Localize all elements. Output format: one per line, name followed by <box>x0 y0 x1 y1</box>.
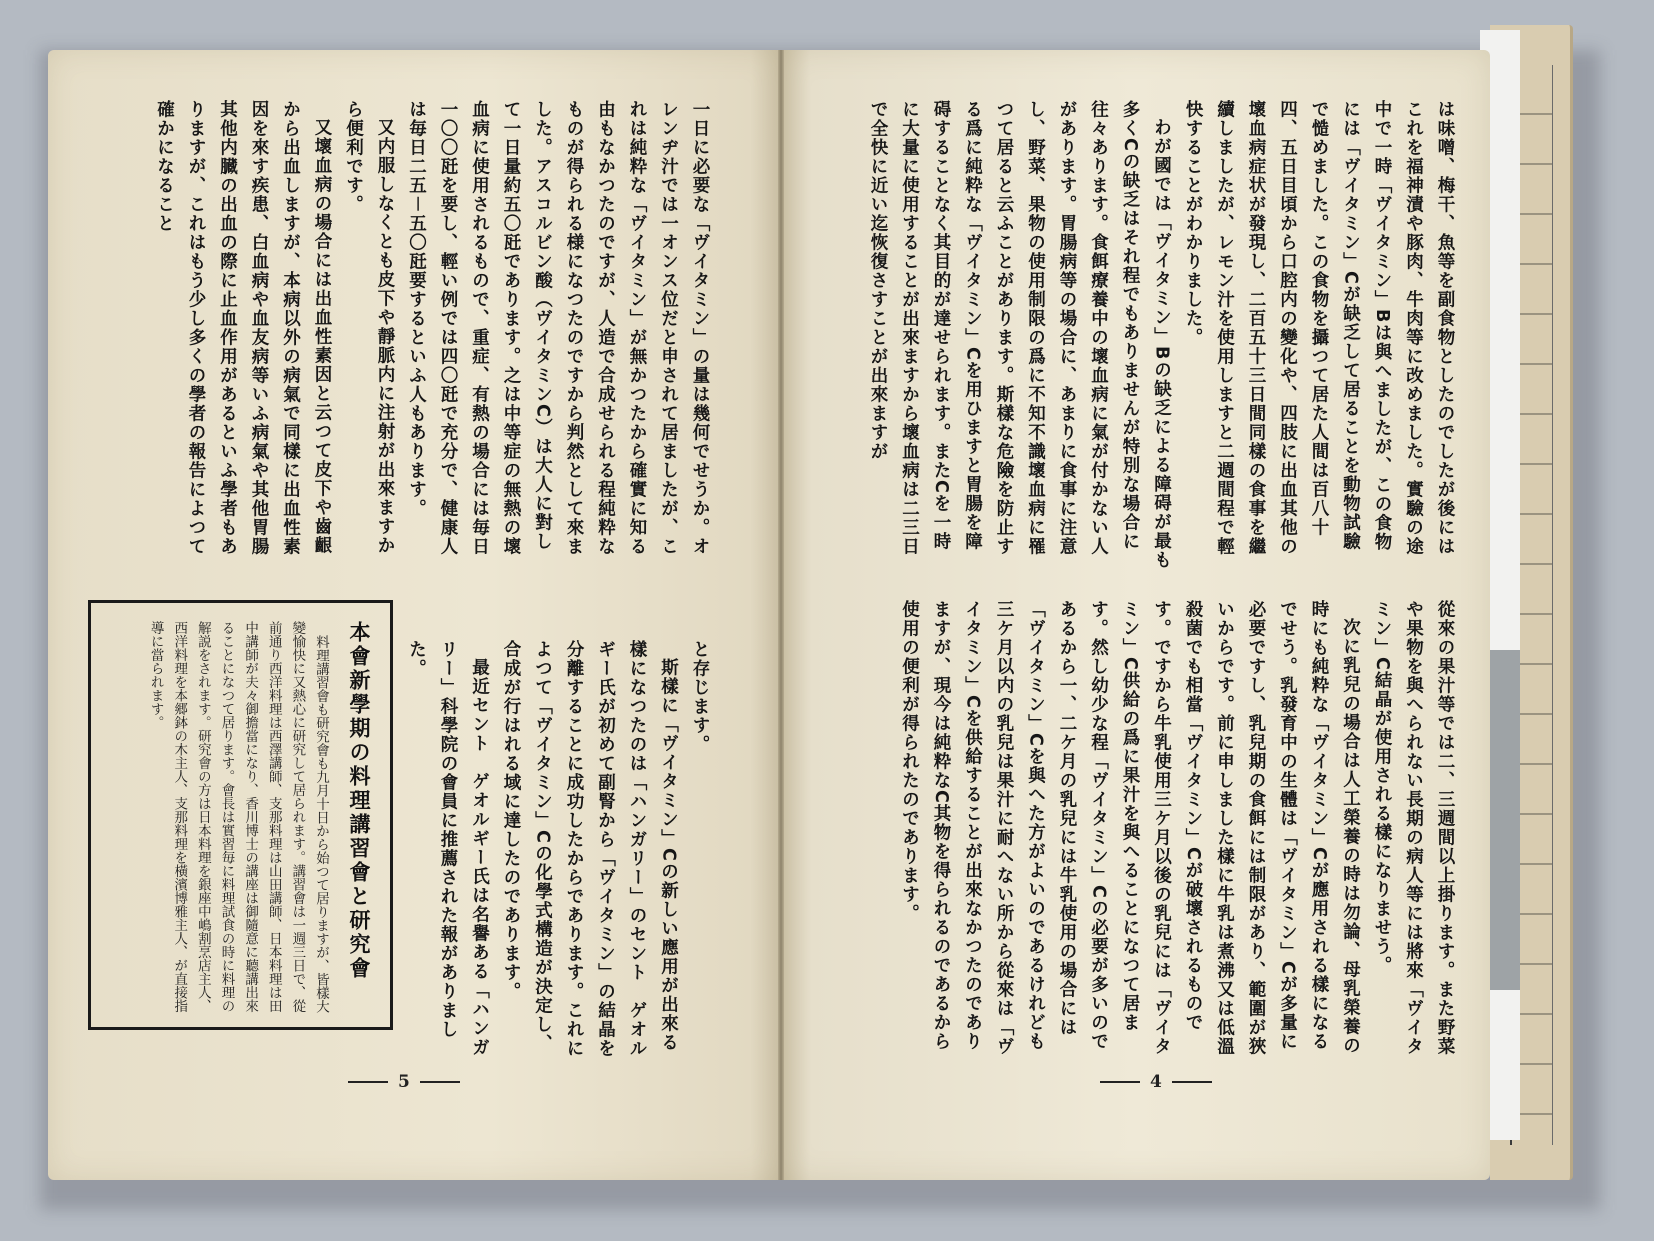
right-upper-paragraph-2: わが國では「ヴイタミン」Bの缺乏による障碍が最も多くCの缺乏はそれ程でもありませんが特別な場合に往々あります。食餌療養中の壞血病に氣が付かない人があります。胃腸病等の場合に、あまりに食事に注意し、野菜、果物の使用制限の爲に不知不識壞血病に罹つて居ると云ふことがあります。斯樣な危險を防止する爲に純粋な「ヴイタミン」Cを用ひますと胃腸を障碍することなく其目的が達せられます。またCを一時に大量に使用することが出來ますから壞血病は二三日で全快に近い迄恢復さすことが出來ますが <box>868 100 1172 570</box>
right-page-number <box>1100 1070 1212 1094</box>
right-upper-paragraph-1: は味噌、梅干、魚等を副食物としたのでしたが後にはこれを福神漬や豚肉、牛肉等に改めました。實驗の途中で一時「ヴイタミン」Bは與へましたが、この食物には「ヴイタミン」Cが缺乏して居ることを動物試驗で慥めました。この食物を攝つて居た人間は百八十四、五日目頃から口腔内の變化や、四肢に出血其他の壞血病症状が發現し、二百五十三日間同樣の食事を繼續しましたが、レモン汁を使用しますと二週間程で輕快することがわかりました。 <box>1183 100 1455 556</box>
right-lower-paragraph-1: 從來の果汁等では二、三週間以上掛ります。また野菜や果物を與へられない長期の病人等には將來「ヴイタミン」C結晶が使用される樣になりませう。 <box>1372 600 1455 1056</box>
right-page-lower-text <box>820 600 1460 1070</box>
left-lower-paragraph-3: 最近セント ゲオルギー氏は名譽ある「ハンガリー」科學院の會員に推薦された報がありました。 <box>406 640 490 1057</box>
page-number-dash <box>1172 1081 1212 1083</box>
left-page-number <box>348 1070 460 1094</box>
right-page-number-value: 4 <box>1150 1072 1162 1092</box>
notice-title: 本會新學期の料理講習會と研究會 <box>347 621 371 981</box>
page-number-dash <box>420 1081 460 1083</box>
left-page-lower-text <box>406 640 715 1070</box>
notice-body <box>107 621 332 1013</box>
left-page-upper-text <box>65 100 715 570</box>
left-upper-paragraph-2: 又内服しなくとも皮下や靜脈内に注射が出來ますから便利です。 <box>343 100 395 555</box>
left-lower-paragraph-1: と存じます。 <box>690 640 710 754</box>
right-page-upper-text <box>820 100 1460 570</box>
left-upper-paragraph-1: 一日に必要な「ヴイタミン」の量は幾何でせうか。オレンヂ汁では一オンス位だと申されて居ましたが、これは純粋な「ヴイタミン」が無かつたから確實に知る由もなかつたのですが、人造で合成せられる程純粋なものが得られる様になつたのですから判然として來ました。アスコルビン酸（ヴイタミンC）は大人に對して一日量約五〇瓩であります。之は中等症の無熱の壞血病に使用されるもので、重症、有熱の場合には毎日一〇〇瓩を要し、輕い例では四〇瓩で充分で、健康人は毎日二五－五〇瓩要するといふ人もあります。 <box>406 100 710 556</box>
left-lower-paragraph-2: 斯樣に「ヴイタミン」Cの新しい應用が出來る樣になつたのは「ハンガリー」のセント ゲオルギー氏が初めて副腎から「ヴイタミン」の結晶を分離することに成功したからであります。これによつて「ヴイタミン」Cの化學式構造が決定し、合成が行はれる域に達したのであります。 <box>501 640 679 1058</box>
right-lower-paragraph-2: 次に乳兒の場合は人工榮養の時は勿論、母乳榮養の時にも純粋な「ヴイタミン」Cが應用される樣になるでせう。乳發育中の生體は「ヴイタミン」Cが多量に必要ですし、乳兒期の食餌には制限があり、範圍が狹いからです。前に申しました樣に牛乳は煮沸又は低溫殺菌でも相當「ヴイタミン」Cが破壞されるものです。ですから牛乳使用三ケ月以後の乳兒には「ヴイタミン」C供給の爲に果汁を與へることになつて居ます。然し幼少な程「ヴイタミン」Cの必要が多いのであるから一、二ケ月の乳兒には牛乳使用の場合には「ヴイタミン」Cを與へた方がよいのであるけれども三ケ月以内の乳兒は果汁に耐へない所から從來は「ヴイタミン」Cを供給することが出來なかつたのでありますが、現今は純粋なC其物を得られるのであるから使用の便利が得られたのであります。 <box>899 600 1361 1056</box>
notice-body-text: 料理講習會も研究會も九月十日から始つて居りますが、皆樣大變愉快に又熱心に研究して居られます。講習會は一週三日で、從前通り西洋料理は西澤講師、支那料理は山田講師、日本料理は田中講師が夫々御擔當になり、香川博士の講座は御隨意に聽講出來ることになつて居ります。會長は實習毎に料理試食の時に料理の解説をされます。研究會の方は日本料理を銀座中嶋割烹店主人、西洋料理を本郷鉢の木主人、支那料理を橫濱博雅主人、が直接指導に當られます。 <box>147 621 329 1013</box>
notice-box <box>88 600 393 1030</box>
page-number-dash <box>348 1081 388 1083</box>
left-page-number-value: 5 <box>398 1072 410 1092</box>
page-number-dash <box>1100 1081 1140 1083</box>
left-upper-paragraph-3: 又壞血病の場合には出血性素因と云つて皮下や齒齦から出血しますが、本病以外の病氣で同樣に出血性素因を來す疾患、白血病や血友病等いふ病氣や其他胃腸其他内臓の出血の際に止血作用があるといふ學者もありますが、これはもう少し多くの學者の報告によつて確かになること <box>154 100 332 556</box>
book-spine <box>778 50 784 1180</box>
